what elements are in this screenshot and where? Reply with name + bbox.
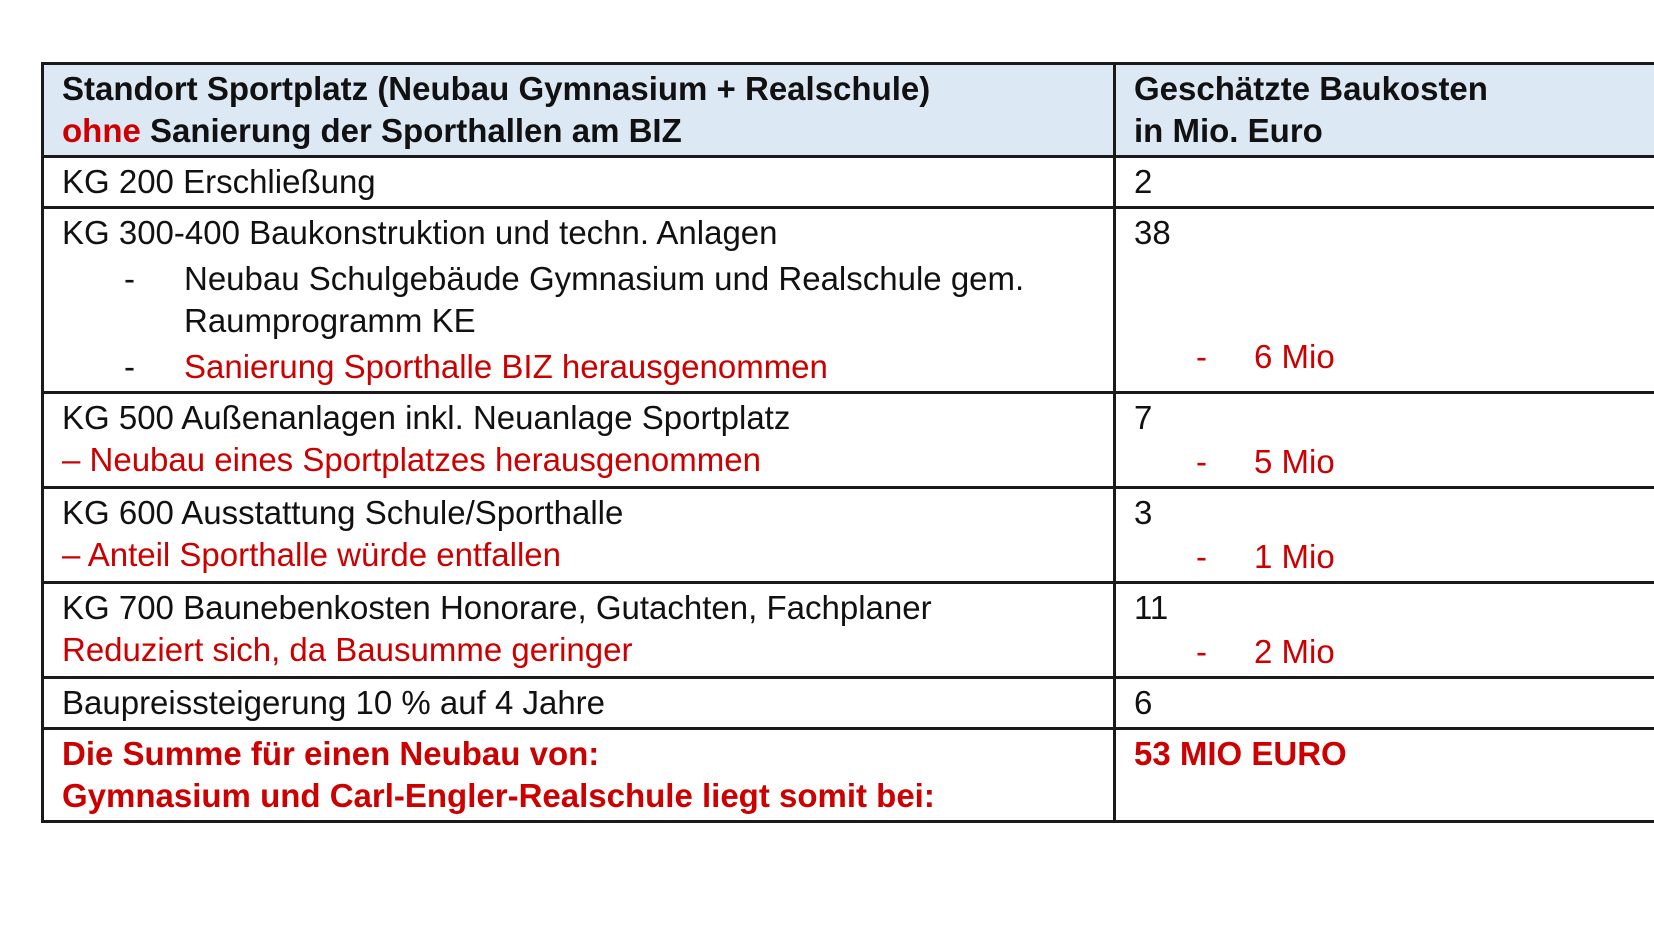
row-note: – Neubau eines Sportplatzes herausgenommen: [62, 441, 761, 478]
reduction-value: 1 Mio: [1254, 538, 1335, 575]
list-item: [62, 346, 1095, 388]
row-label-cell: [43, 393, 1115, 488]
reduction-note: [1134, 631, 1643, 673]
row-label: Baupreissteigerung 10 % auf 4 Jahre: [62, 684, 606, 721]
row-note: Reduziert sich, da Bausumme geringer: [62, 631, 633, 668]
header-subtitle: Sanierung der Sporthallen am BIZ: [140, 112, 682, 149]
header-title: Standort Sportplatz (Neubau Gymnasium + Realschule): [62, 70, 931, 107]
reduction-value: 6 Mio: [1254, 338, 1335, 375]
row-value: 7: [1134, 399, 1153, 436]
reduction-note: [1134, 336, 1643, 378]
total-label-cell: [43, 729, 1115, 822]
row-value-cell: [1115, 157, 1654, 208]
row-label: KG 200 Erschließung: [62, 163, 376, 200]
table-row: [43, 393, 1654, 488]
row-label: KG 700 Baunebenkosten Honorare, Gutachten, Fachplaner: [62, 589, 932, 626]
header-ohne-highlight: ohne: [62, 112, 141, 149]
header-location-cell: [43, 64, 1115, 157]
table-header-row: [43, 64, 1654, 157]
total-label-line1: Die Summe für einen Neubau von:: [62, 735, 600, 772]
header-cost-unit: in Mio. Euro: [1134, 112, 1323, 149]
reduction-value: 5 Mio: [1254, 443, 1335, 480]
bullet-dash: -: [124, 348, 135, 385]
cost-table: [41, 62, 1654, 823]
row-value-cell: [1115, 583, 1654, 678]
row-value: 2: [1134, 163, 1153, 200]
table-row: [43, 583, 1654, 678]
list-item: [62, 258, 1095, 342]
row-value-cell: [1115, 208, 1654, 393]
reduction-note: [1134, 441, 1643, 483]
bullet-text: Neubau Schulgebäude Gymnasium und Realschule gem. Raumprogramm KE: [184, 260, 1025, 339]
row-label-cell: [43, 157, 1115, 208]
row-value-cell: [1115, 393, 1654, 488]
row-label-cell: [43, 678, 1115, 729]
reduction-dash: -: [1196, 338, 1207, 375]
reduction-dash: -: [1196, 633, 1207, 670]
total-value-cell: [1115, 729, 1654, 822]
table-row: [43, 157, 1654, 208]
total-value: 53 MIO EURO: [1134, 735, 1347, 772]
row-value: 11: [1134, 589, 1169, 626]
table-row: [43, 488, 1654, 583]
row-value: 6: [1134, 684, 1153, 721]
table-row: [43, 678, 1654, 729]
reduction-dash: -: [1196, 538, 1207, 575]
row-label-cell: [43, 488, 1115, 583]
table-row: [43, 208, 1654, 393]
total-label-line2: Gymnasium und Carl-Engler-Realschule liegt somit bei:: [62, 777, 935, 814]
total-row: [43, 729, 1654, 822]
row-note: – Anteil Sporthalle würde entfallen: [62, 536, 561, 573]
header-cost-cell: [1115, 64, 1654, 157]
row-label: KG 300-400 Baukonstruktion und techn. Anlagen: [62, 214, 778, 251]
reduction-note: [1134, 536, 1643, 578]
header-cost-title: Geschätzte Baukosten: [1134, 70, 1488, 107]
row-value: 3: [1134, 494, 1153, 531]
row-value-cell: [1115, 488, 1654, 583]
bullet-dash: -: [124, 260, 135, 297]
row-value: 38: [1134, 214, 1171, 251]
row-value-cell: [1115, 678, 1654, 729]
reduction-value: 2 Mio: [1254, 633, 1335, 670]
row-label: KG 500 Außenanlagen inkl. Neuanlage Sportplatz: [62, 399, 791, 436]
reduction-dash: -: [1196, 443, 1207, 480]
row-label-cell: [43, 208, 1115, 393]
row-label-cell: [43, 583, 1115, 678]
row-label: KG 600 Ausstattung Schule/Sporthalle: [62, 494, 624, 531]
bullet-text: Sanierung Sporthalle BIZ herausgenommen: [184, 348, 828, 385]
